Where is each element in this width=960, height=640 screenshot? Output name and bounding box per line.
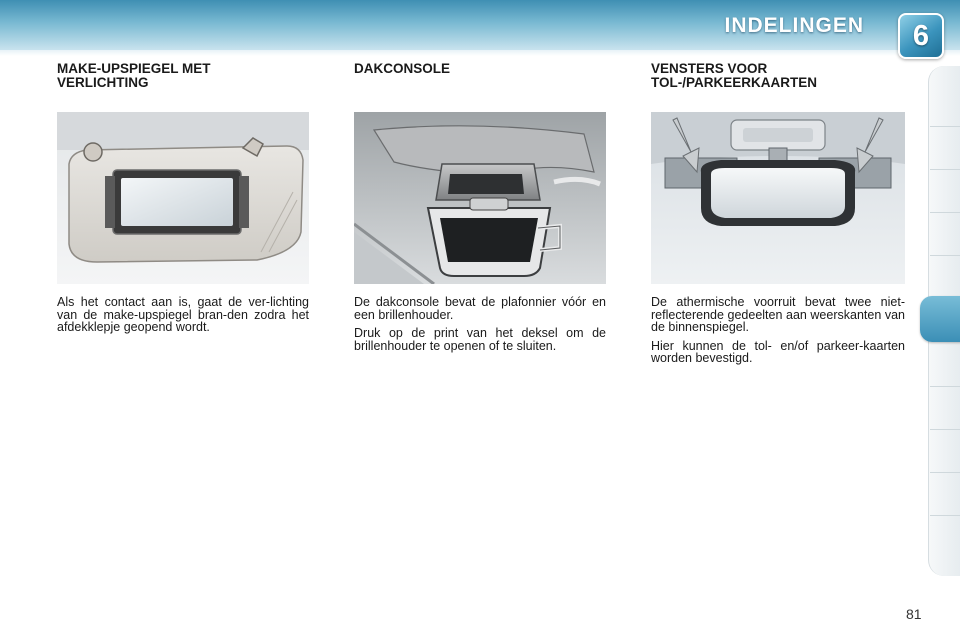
section-title-line: MAKE-UPSPIEGEL MET bbox=[57, 61, 211, 76]
chapter-tab-divider bbox=[930, 169, 960, 170]
section-paragraph: De athermische voorruit bevat twee niet-reflecterende gedeelten aan weerskanten van de binnenspiegel. bbox=[651, 295, 905, 334]
section-body bbox=[354, 296, 606, 352]
chapter-title: INDELINGEN bbox=[724, 14, 864, 37]
chapter-tab-divider bbox=[930, 429, 960, 430]
section-paragraph: Hier kunnen de tol- en/of parkeer-kaarten worden bevestigd. bbox=[651, 338, 905, 365]
section-body bbox=[57, 296, 309, 334]
section-roof-console bbox=[354, 62, 606, 358]
section-title bbox=[354, 62, 606, 96]
section-paragraph: De dakconsole bevat de plafonnier vóór en een brillenhouder. bbox=[354, 295, 606, 322]
section-vanity-mirror bbox=[57, 62, 309, 340]
chapter-tab-divider bbox=[930, 212, 960, 213]
toll-card-windows-illustration bbox=[651, 112, 905, 284]
section-paragraph: Als het contact aan is, gaat de ver-lichting van de make-upspiegel bran-den zodra het afdekklepje geopend wordt. bbox=[57, 295, 309, 334]
vanity-mirror-illustration bbox=[57, 112, 309, 284]
section-title-line: TOL-/PARKEERKAARTEN bbox=[651, 75, 818, 90]
page-number: 81 bbox=[906, 606, 922, 622]
chapter-tab-divider bbox=[930, 386, 960, 387]
chapter-tab-divider bbox=[930, 255, 960, 256]
section-toll-card-windows bbox=[651, 62, 905, 371]
header-fade bbox=[0, 50, 960, 56]
roof-console-illustration bbox=[354, 112, 606, 284]
chapter-number-badge: 6 bbox=[898, 13, 944, 59]
section-title-line: VENSTERS VOOR bbox=[651, 61, 768, 76]
section-title bbox=[57, 62, 309, 96]
chapter-tab-divider bbox=[930, 126, 960, 127]
chapter-tab-divider bbox=[930, 515, 960, 516]
section-title-line: VERLICHTING bbox=[57, 75, 149, 90]
chapter-tab-divider bbox=[930, 472, 960, 473]
section-title-line: DAKCONSOLE bbox=[354, 61, 451, 76]
section-body bbox=[651, 296, 905, 365]
section-paragraph: Druk op de print van het deksel om de brillenhouder te openen of te sluiten. bbox=[354, 326, 606, 353]
section-title bbox=[651, 62, 905, 96]
chapter-tab-active[interactable] bbox=[920, 296, 960, 342]
